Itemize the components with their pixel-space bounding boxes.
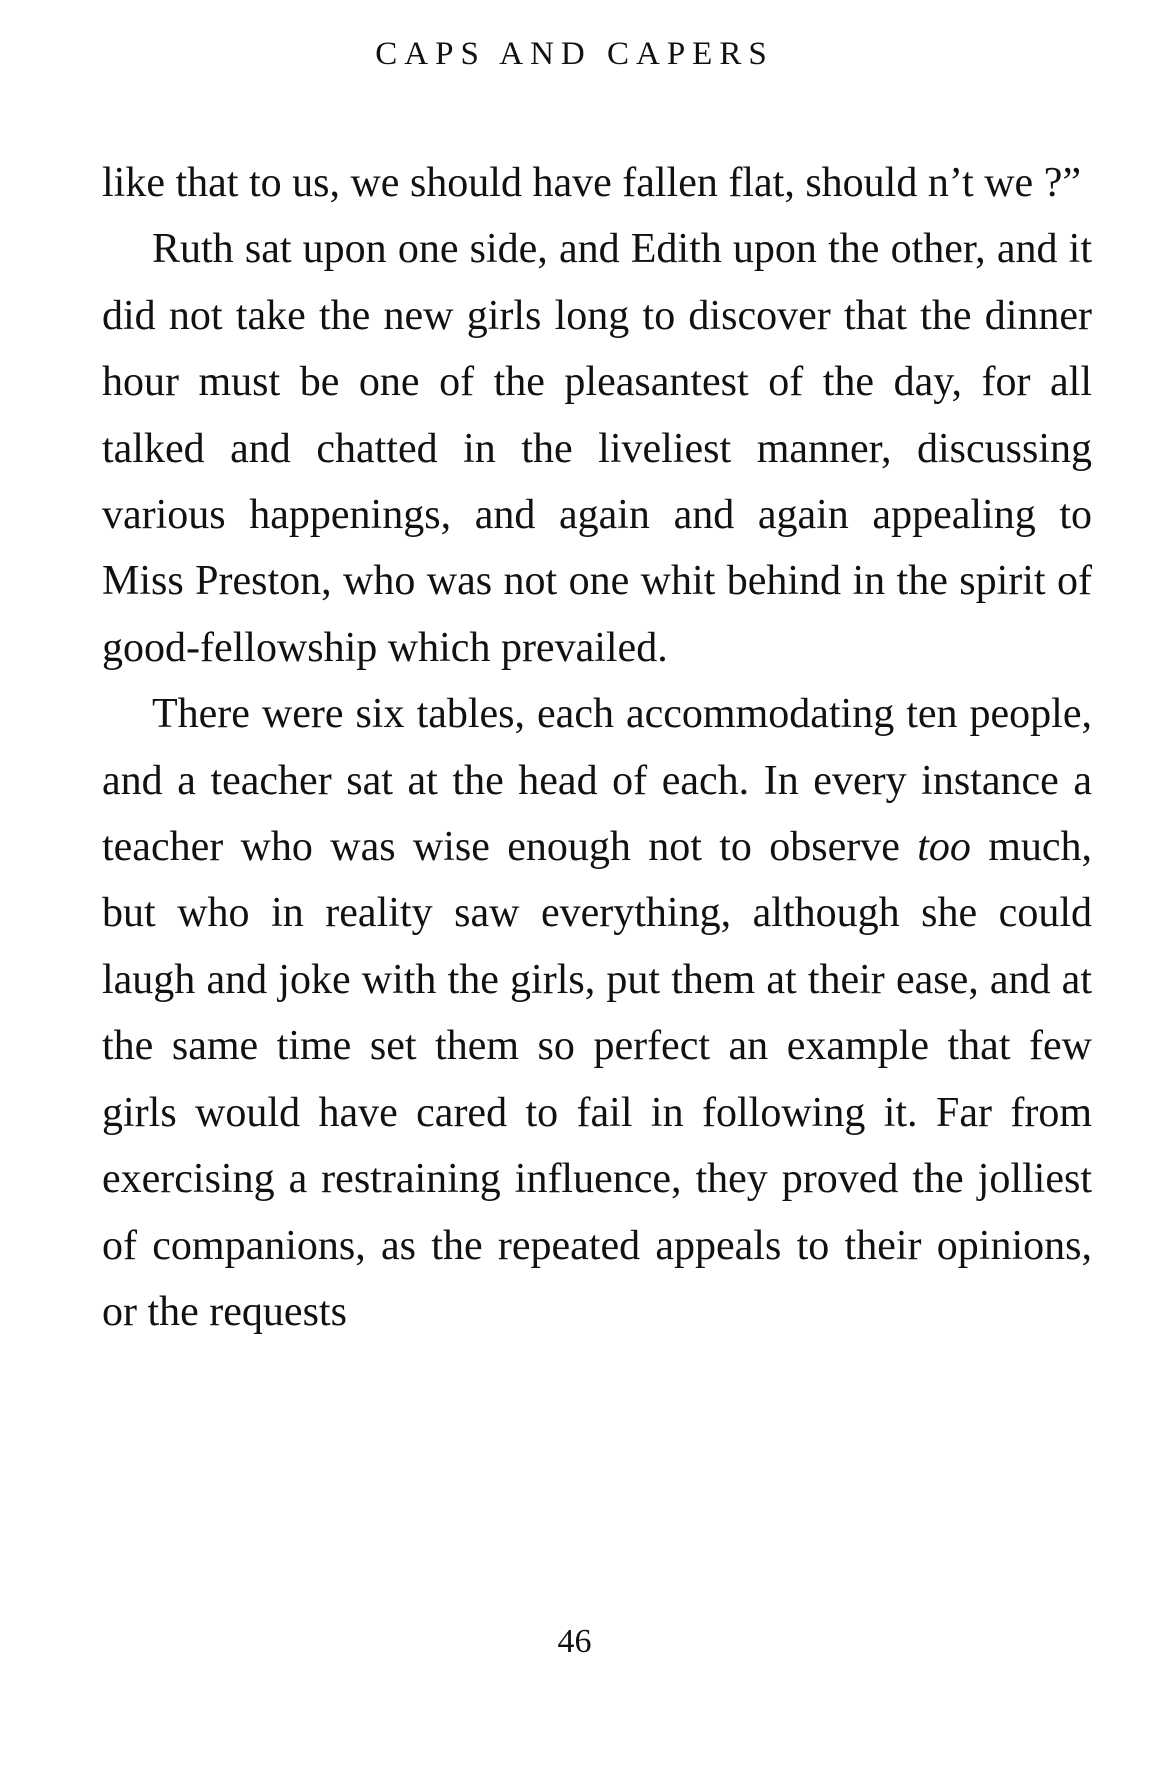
page-number: 46: [557, 1623, 592, 1660]
paragraph-six-tables-part2: much, but who in reality saw everything, although she could laugh and joke with the girls, put them at their ease, and at the same time set them so perfect an example that few girls would have cared to fail in following it. Far from exercising a restraining influence, they proved the jolliest of companions, as the repeated appeals to their opinions, or the requests: [102, 824, 1093, 1335]
paragraph-six-tables-part1: There were six tables, each accommodating ten people, and a teacher sat at the head of each. In every instance a teacher who was wise enough not to observe: [102, 691, 1092, 871]
italic-word: too: [917, 824, 971, 871]
paragraph-continued: like that to us, we should have fallen flat, should n’t we ?”: [102, 160, 1081, 206]
body-text: [102, 150, 1092, 1345]
paragraph-ruth-edith: Ruth sat upon one side, and Edith upon the other, and it did not take the new girls long to discover that the dinner hour must be one of the pleasantest of the day, for all talked and chatted in the liveliest manner, discussing various happenings, and again and again appealing to Miss Preston, who was not one whit behind in the spirit of good-fellowship which prevailed.: [102, 226, 1092, 671]
paragraph-six-tables: [102, 681, 1092, 1345]
running-head: CAPS AND CAPERS: [375, 36, 774, 72]
